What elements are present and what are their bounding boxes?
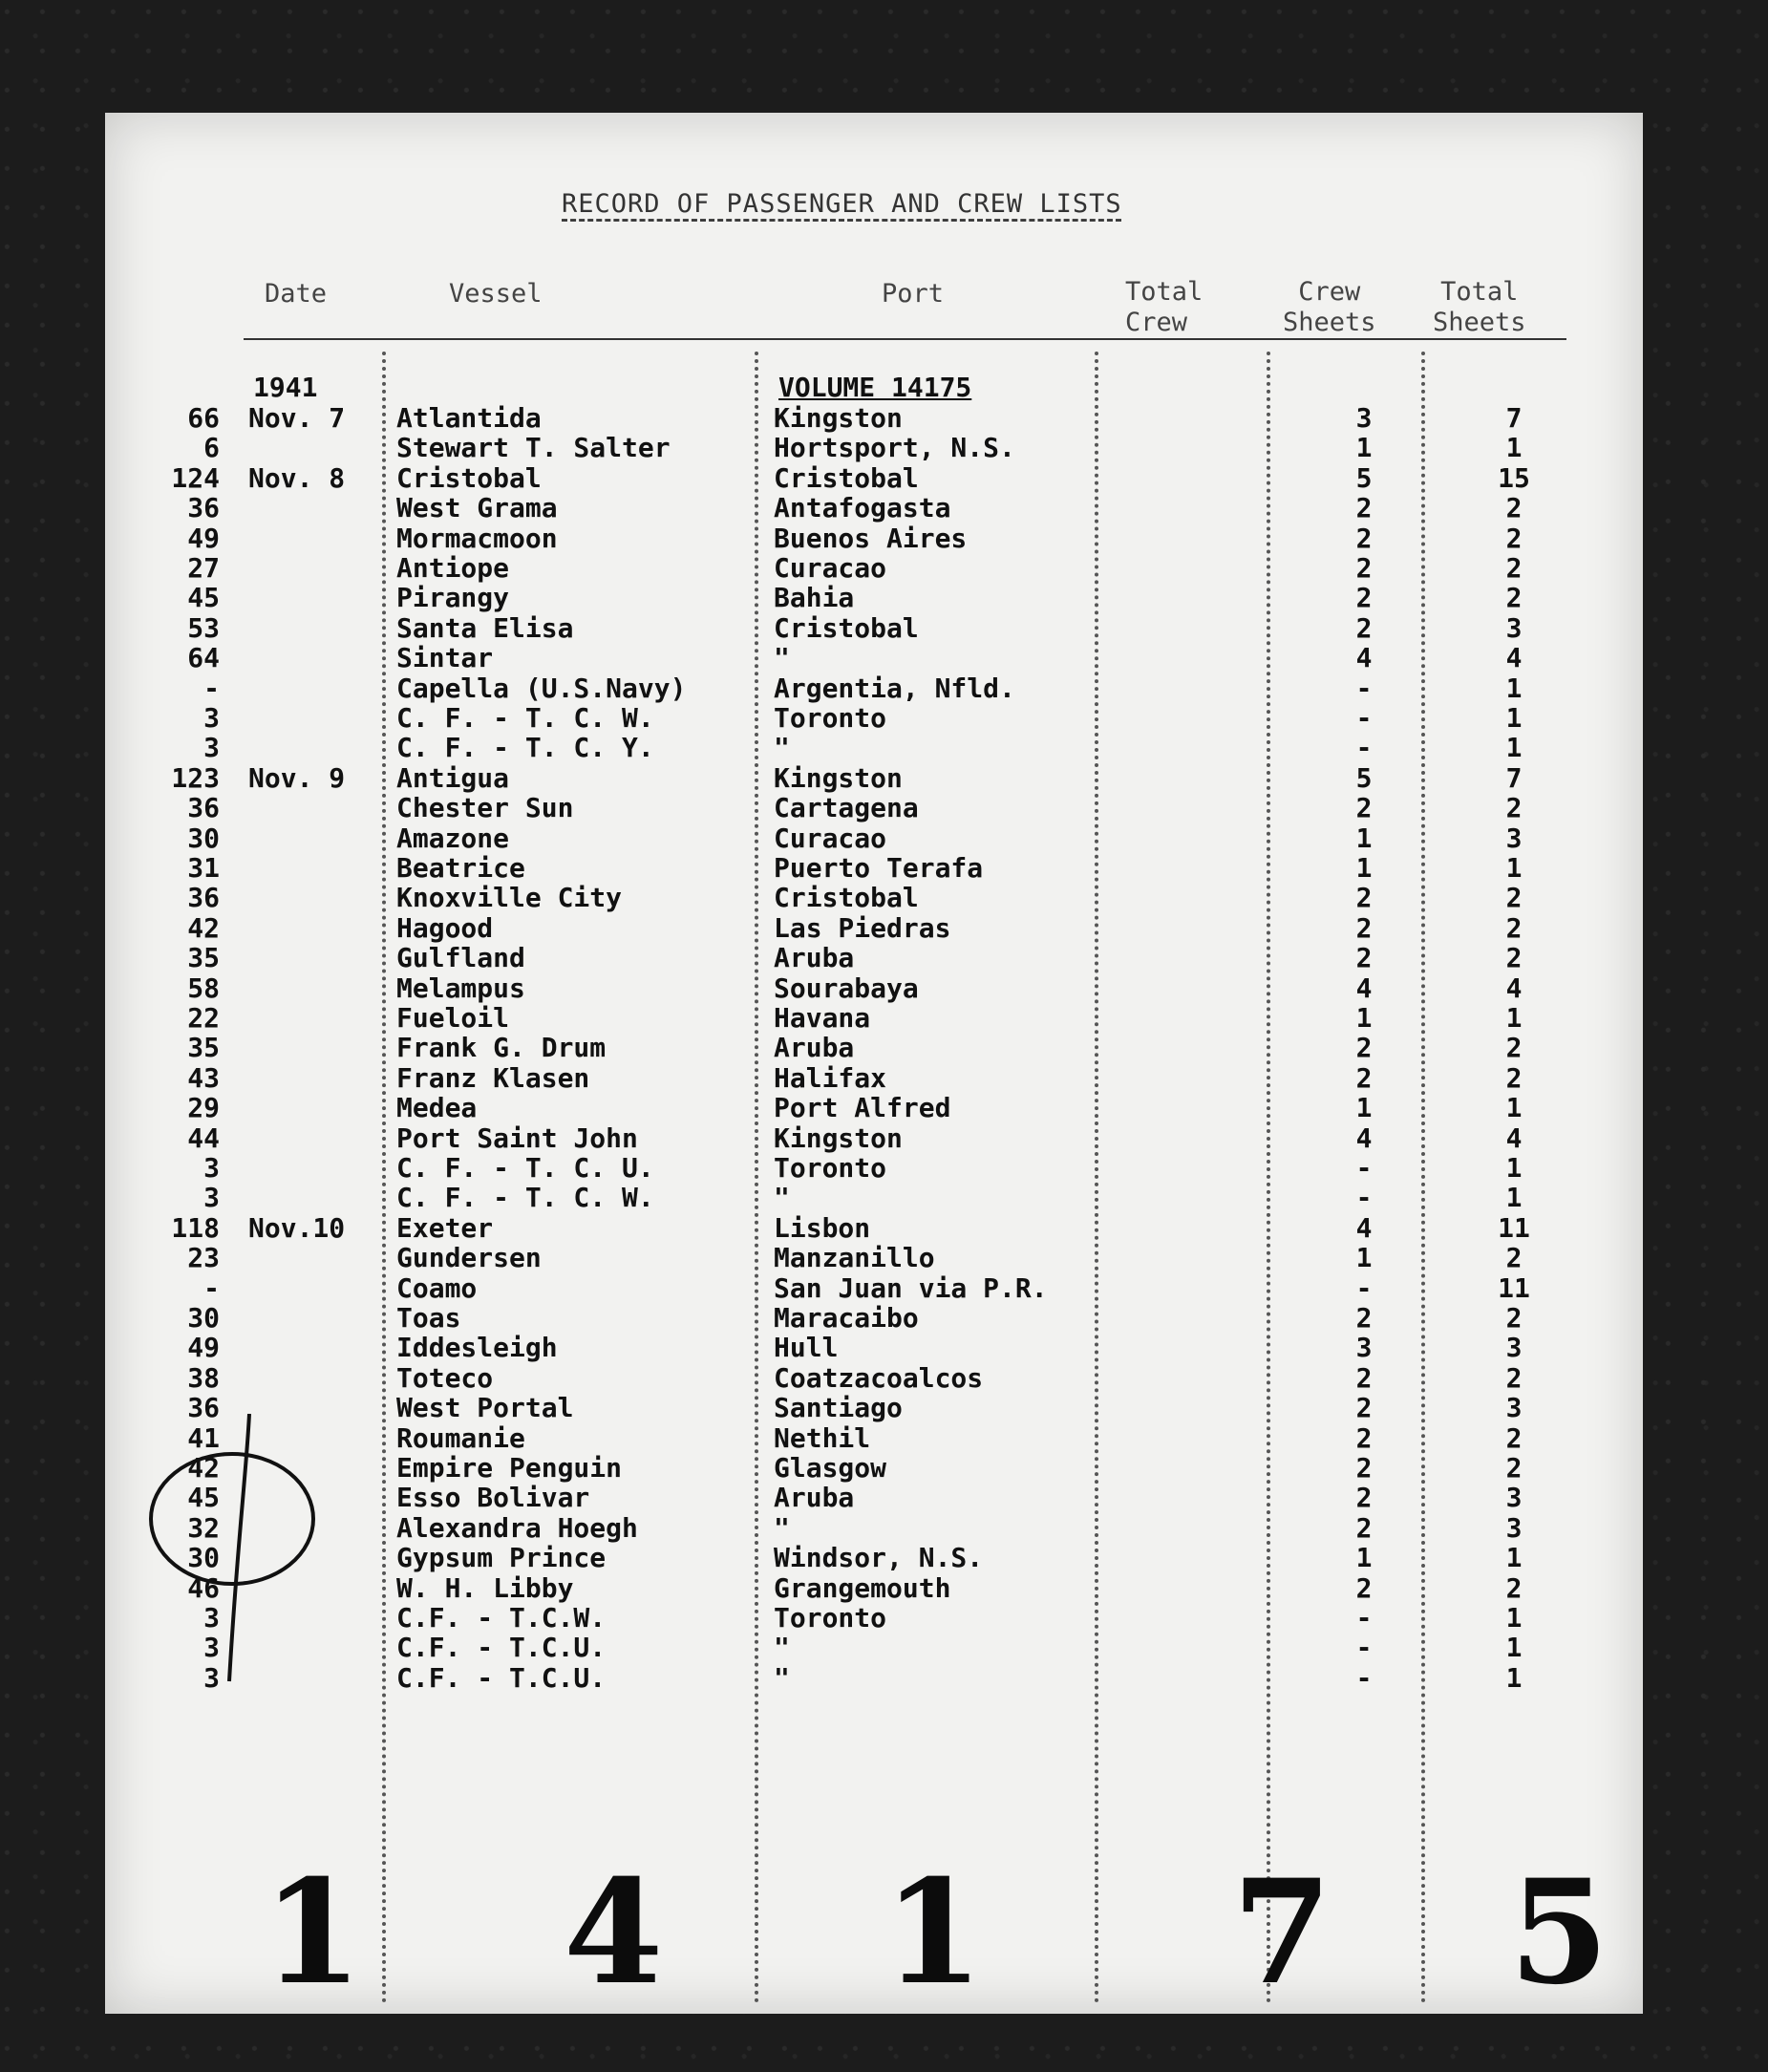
table-row xyxy=(105,762,1643,793)
row-vessel: Coamo xyxy=(396,1271,478,1304)
row-vessel: Antigua xyxy=(396,761,510,794)
row-vessel: Toteco xyxy=(396,1361,494,1394)
row-crew-sheets: 3 xyxy=(1355,1332,1373,1364)
row-total-sheets: 7 xyxy=(1505,402,1523,434)
row-total-crew: 3 xyxy=(203,732,220,764)
row-crew-sheets: - xyxy=(1355,1182,1373,1214)
row-total-sheets: 1 xyxy=(1505,702,1523,734)
header-crew-sheets-line2: Sheets xyxy=(1283,308,1376,337)
row-total-crew: 46 xyxy=(187,1571,220,1604)
row-vessel: Medea xyxy=(396,1092,478,1124)
row-total-crew: 35 xyxy=(187,1032,220,1064)
row-port: Cristobal xyxy=(774,461,919,494)
table-row xyxy=(105,1452,1643,1483)
row-port: Cristobal xyxy=(774,882,919,914)
row-total-sheets: 4 xyxy=(1505,642,1523,674)
row-vessel: Iddesleigh xyxy=(396,1332,558,1364)
header-total-crew-line1: Total xyxy=(1125,277,1204,307)
table-row xyxy=(105,1572,1643,1603)
row-vessel: Empire Penguin xyxy=(396,1452,623,1484)
row-crew-sheets: 2 xyxy=(1355,911,1373,944)
header-total-crew xyxy=(1125,277,1203,338)
row-vessel: C. F. - T. C. U. xyxy=(396,1152,654,1184)
row-port: Curacao xyxy=(774,552,887,584)
row-vessel: Gulfland xyxy=(396,942,525,974)
row-total-sheets: 1 xyxy=(1505,432,1523,464)
row-port: Kingston xyxy=(774,402,903,434)
row-total-sheets: 2 xyxy=(1505,942,1523,974)
table-row xyxy=(105,642,1643,673)
table-row xyxy=(105,732,1643,762)
row-total-sheets: 4 xyxy=(1505,1121,1523,1154)
row-crew-sheets: 2 xyxy=(1355,1571,1373,1604)
row-total-sheets: 2 xyxy=(1505,1032,1523,1064)
row-port: Glasgow xyxy=(774,1452,887,1484)
row-vessel: C.F. - T.C.U. xyxy=(396,1632,607,1664)
row-total-sheets: 2 xyxy=(1505,1571,1523,1604)
stamp-digit: 5 xyxy=(1509,1848,1609,2017)
row-vessel: West Portal xyxy=(396,1392,574,1424)
row-total-crew: 38 xyxy=(187,1361,220,1394)
row-vessel: Stewart T. Salter xyxy=(396,432,671,464)
row-total-sheets: 1 xyxy=(1505,1602,1523,1634)
row-port: Toronto xyxy=(774,702,887,734)
row-vessel: Esso Bolivar xyxy=(396,1482,590,1514)
table-row xyxy=(105,1542,1643,1572)
row-crew-sheets: 2 xyxy=(1355,1392,1373,1424)
table-row xyxy=(105,432,1643,462)
row-total-sheets: 3 xyxy=(1505,1482,1523,1514)
row-port: Hortsport, N.S. xyxy=(774,432,1015,464)
row-total-crew: 66 xyxy=(187,402,220,434)
table-row xyxy=(105,1302,1643,1333)
row-port: Cartagena xyxy=(774,792,919,824)
row-crew-sheets: 2 xyxy=(1355,792,1373,824)
table-row xyxy=(105,1002,1643,1033)
row-crew-sheets: 2 xyxy=(1355,882,1373,914)
row-vessel: C.F. - T.C.U. xyxy=(396,1661,607,1694)
table-row xyxy=(105,1332,1643,1362)
row-total-crew: - xyxy=(203,672,220,704)
row-vessel: Melampus xyxy=(396,972,525,1004)
row-total-crew: 45 xyxy=(187,582,220,614)
row-total-sheets: 1 xyxy=(1505,852,1523,884)
table-row xyxy=(105,1152,1643,1183)
row-crew-sheets: 2 xyxy=(1355,942,1373,974)
row-total-sheets: 2 xyxy=(1505,1421,1523,1454)
row-crew-sheets: 1 xyxy=(1355,1242,1373,1274)
row-total-crew: 6 xyxy=(203,432,220,464)
row-total-crew: 35 xyxy=(187,942,220,974)
row-total-sheets: 2 xyxy=(1505,582,1523,614)
table-row xyxy=(105,523,1643,553)
row-crew-sheets: 2 xyxy=(1355,1061,1373,1094)
row-date: Nov.10 xyxy=(248,1211,346,1244)
stamp-digit: 1 xyxy=(884,1848,984,2017)
row-total-crew: 36 xyxy=(187,492,220,524)
row-crew-sheets: - xyxy=(1355,672,1373,704)
table-row xyxy=(105,492,1643,523)
row-crew-sheets: 4 xyxy=(1355,972,1373,1004)
row-vessel: C. F. - T. C. W. xyxy=(396,702,654,734)
table-row xyxy=(105,822,1643,853)
row-vessel: Hagood xyxy=(396,911,494,944)
row-port: Toronto xyxy=(774,1602,887,1634)
row-total-crew: 3 xyxy=(203,1632,220,1664)
row-vessel: Gypsum Prince xyxy=(396,1542,607,1574)
row-total-sheets: 2 xyxy=(1505,1061,1523,1094)
row-port: " xyxy=(774,1511,790,1544)
row-port: " xyxy=(774,1182,790,1214)
row-total-sheets: 1 xyxy=(1505,1002,1523,1034)
row-total-sheets: 3 xyxy=(1505,1332,1523,1364)
row-total-sheets: 1 xyxy=(1505,1182,1523,1214)
table-row xyxy=(105,912,1643,943)
row-vessel: Exeter xyxy=(396,1211,494,1244)
row-crew-sheets: - xyxy=(1355,1632,1373,1664)
row-vessel: Chester Sun xyxy=(396,792,574,824)
row-date: Nov. 8 xyxy=(248,461,346,494)
row-total-crew: 36 xyxy=(187,792,220,824)
row-total-crew: 49 xyxy=(187,1332,220,1364)
stamp-digit: 1 xyxy=(263,1848,363,2017)
stamp-digit: 4 xyxy=(564,1848,664,2017)
table-row xyxy=(105,1182,1643,1212)
row-total-sheets: 15 xyxy=(1498,461,1530,494)
row-port: Argentia, Nfld. xyxy=(774,672,1015,704)
row-total-crew: 36 xyxy=(187,882,220,914)
row-vessel: Toas xyxy=(396,1302,461,1334)
row-port: Coatzacoalcos xyxy=(774,1361,984,1394)
row-total-crew: 30 xyxy=(187,1302,220,1334)
table-row xyxy=(105,612,1643,643)
row-date: Nov. 9 xyxy=(248,761,346,794)
row-total-crew: 29 xyxy=(187,1092,220,1124)
row-crew-sheets: 5 xyxy=(1355,761,1373,794)
table-row xyxy=(105,1032,1643,1062)
row-vessel: West Grama xyxy=(396,492,558,524)
table-row xyxy=(105,402,1643,433)
row-total-sheets: 1 xyxy=(1505,732,1523,764)
row-port: Sourabaya xyxy=(774,972,919,1004)
row-port: Nethil xyxy=(774,1421,871,1454)
row-crew-sheets: 2 xyxy=(1355,611,1373,644)
table-row xyxy=(105,1482,1643,1512)
row-total-sheets: 2 xyxy=(1505,911,1523,944)
row-total-sheets: 3 xyxy=(1505,1511,1523,1544)
row-total-sheets: 11 xyxy=(1498,1211,1530,1244)
row-crew-sheets: 2 xyxy=(1355,1511,1373,1544)
row-vessel: Knoxville City xyxy=(396,882,623,914)
row-vessel: Pirangy xyxy=(396,582,510,614)
row-total-crew: 118 xyxy=(171,1211,220,1244)
row-crew-sheets: - xyxy=(1355,1602,1373,1634)
row-port: " xyxy=(774,1661,790,1694)
table-row xyxy=(105,1632,1643,1662)
row-crew-sheets: 4 xyxy=(1355,1121,1373,1154)
row-total-crew: 123 xyxy=(171,761,220,794)
document-page xyxy=(105,113,1643,2017)
row-port: Aruba xyxy=(774,1482,855,1514)
header-date: Date xyxy=(265,279,328,309)
row-port: Curacao xyxy=(774,822,887,854)
table-row xyxy=(105,1122,1643,1153)
table-row xyxy=(105,942,1643,972)
row-vessel: Port Saint John xyxy=(396,1121,638,1154)
table-row xyxy=(105,552,1643,583)
row-total-sheets: 1 xyxy=(1505,1542,1523,1574)
row-port: Toronto xyxy=(774,1152,887,1184)
row-port: " xyxy=(774,642,790,674)
row-crew-sheets: 2 xyxy=(1355,492,1373,524)
row-total-sheets: 11 xyxy=(1498,1271,1530,1304)
row-total-crew: 58 xyxy=(187,972,220,1004)
table-row xyxy=(105,1392,1643,1422)
row-crew-sheets: 2 xyxy=(1355,1452,1373,1484)
row-port: Aruba xyxy=(774,942,855,974)
row-crew-sheets: 4 xyxy=(1355,642,1373,674)
row-date: Nov. 7 xyxy=(248,402,346,434)
row-total-sheets: 1 xyxy=(1505,672,1523,704)
row-vessel: Roumanie xyxy=(396,1421,525,1454)
row-crew-sheets: - xyxy=(1355,702,1373,734)
row-crew-sheets: 1 xyxy=(1355,852,1373,884)
row-port: Windsor, N.S. xyxy=(774,1542,984,1574)
row-crew-sheets: 1 xyxy=(1355,1542,1373,1574)
row-vessel: C. F. - T. C. W. xyxy=(396,1182,654,1214)
row-crew-sheets: 2 xyxy=(1355,1302,1373,1334)
row-total-crew: 45 xyxy=(187,1482,220,1514)
table-row xyxy=(105,582,1643,612)
row-vessel: Beatrice xyxy=(396,852,525,884)
row-port: Kingston xyxy=(774,1121,903,1154)
row-total-sheets: 2 xyxy=(1505,1302,1523,1334)
row-vessel: Fueloil xyxy=(396,1002,510,1034)
row-port: Kingston xyxy=(774,761,903,794)
row-vessel: C.F. - T.C.W. xyxy=(396,1602,607,1634)
row-port: Santiago xyxy=(774,1392,903,1424)
row-port: Halifax xyxy=(774,1061,887,1094)
row-port: Puerto Terafa xyxy=(774,852,984,884)
row-total-crew: 3 xyxy=(203,1602,220,1634)
table-row xyxy=(105,1602,1643,1633)
row-port: Hull xyxy=(774,1332,839,1364)
table-row xyxy=(105,1272,1643,1303)
row-crew-sheets: 2 xyxy=(1355,582,1373,614)
row-total-crew: 31 xyxy=(187,852,220,884)
row-total-sheets: 2 xyxy=(1505,792,1523,824)
row-vessel: Gundersen xyxy=(396,1242,542,1274)
row-total-crew: 44 xyxy=(187,1121,220,1154)
row-crew-sheets: 2 xyxy=(1355,1482,1373,1514)
row-crew-sheets: 1 xyxy=(1355,1002,1373,1034)
row-total-crew: 3 xyxy=(203,1661,220,1694)
row-total-crew: 30 xyxy=(187,822,220,854)
row-crew-sheets: - xyxy=(1355,1152,1373,1184)
header-crew-sheets-line1: Crew xyxy=(1298,277,1361,307)
row-crew-sheets: 2 xyxy=(1355,522,1373,554)
row-total-crew: - xyxy=(203,1271,220,1304)
header-total-sheets xyxy=(1433,277,1526,338)
row-crew-sheets: 2 xyxy=(1355,1361,1373,1394)
row-port: Lisbon xyxy=(774,1211,871,1244)
row-port: Cristobal xyxy=(774,611,919,644)
table-row xyxy=(105,462,1643,493)
row-total-sheets: 1 xyxy=(1505,1092,1523,1124)
row-total-sheets: 1 xyxy=(1505,1152,1523,1184)
row-vessel: Antiope xyxy=(396,552,510,584)
row-total-crew: 64 xyxy=(187,642,220,674)
row-total-crew: 32 xyxy=(187,1511,220,1544)
header-total-sheets-line2: Sheets xyxy=(1433,308,1526,337)
row-port: Las Piedras xyxy=(774,911,951,944)
year-label: 1941 xyxy=(253,372,318,403)
table-row xyxy=(105,1242,1643,1272)
row-total-crew: 23 xyxy=(187,1242,220,1274)
row-total-crew: 30 xyxy=(187,1542,220,1574)
table-row xyxy=(105,673,1643,703)
row-vessel: C. F. - T. C. Y. xyxy=(396,732,654,764)
row-total-sheets: 2 xyxy=(1505,1242,1523,1274)
row-vessel: Santa Elisa xyxy=(396,611,574,644)
row-port: Havana xyxy=(774,1002,871,1034)
row-vessel: Amazone xyxy=(396,822,510,854)
row-port: Manzanillo xyxy=(774,1242,935,1274)
header-total-crew-line2: Crew xyxy=(1125,308,1188,337)
row-total-sheets: 2 xyxy=(1505,1452,1523,1484)
row-vessel: Franz Klasen xyxy=(396,1061,590,1094)
row-vessel: W. H. Libby xyxy=(396,1571,574,1604)
header-vessel: Vessel xyxy=(449,279,543,309)
row-vessel: Cristobal xyxy=(396,461,542,494)
row-port: Aruba xyxy=(774,1032,855,1064)
row-crew-sheets: 2 xyxy=(1355,1032,1373,1064)
table-row xyxy=(105,1422,1643,1453)
header-total-sheets-line1: Total xyxy=(1440,277,1519,307)
table-row xyxy=(105,882,1643,912)
row-total-crew: 124 xyxy=(171,461,220,494)
row-total-sheets: 2 xyxy=(1505,522,1523,554)
row-vessel: Alexandra Hoegh xyxy=(396,1511,638,1544)
row-crew-sheets: - xyxy=(1355,1271,1373,1304)
circled-slash-mark xyxy=(141,1414,332,1691)
table-row xyxy=(105,792,1643,822)
stamp-digit: 7 xyxy=(1232,1848,1332,2017)
row-port: Bahia xyxy=(774,582,855,614)
row-total-crew: 22 xyxy=(187,1002,220,1034)
row-crew-sheets: 2 xyxy=(1355,1421,1373,1454)
volume-label: VOLUME 14175 xyxy=(778,372,972,403)
row-crew-sheets: 1 xyxy=(1355,1092,1373,1124)
row-total-sheets: 1 xyxy=(1505,1661,1523,1694)
table-row xyxy=(105,1062,1643,1093)
row-crew-sheets: - xyxy=(1355,732,1373,764)
row-total-crew: 49 xyxy=(187,522,220,554)
header-port: Port xyxy=(882,279,945,309)
row-port: Antafogasta xyxy=(774,492,951,524)
row-total-crew: 43 xyxy=(187,1061,220,1094)
row-total-crew: 3 xyxy=(203,1182,220,1214)
row-crew-sheets: 4 xyxy=(1355,1211,1373,1244)
row-crew-sheets: - xyxy=(1355,1661,1373,1694)
row-total-sheets: 2 xyxy=(1505,882,1523,914)
row-vessel: Atlantida xyxy=(396,402,542,434)
row-port: Buenos Aires xyxy=(774,522,968,554)
row-port: " xyxy=(774,732,790,764)
row-total-sheets: 2 xyxy=(1505,552,1523,584)
row-port: Maracaibo xyxy=(774,1302,919,1334)
row-total-crew: 42 xyxy=(187,1452,220,1484)
row-crew-sheets: 5 xyxy=(1355,461,1373,494)
row-total-crew: 42 xyxy=(187,911,220,944)
row-port: Grangemouth xyxy=(774,1571,951,1604)
row-vessel: Frank G. Drum xyxy=(396,1032,607,1064)
row-total-sheets: 2 xyxy=(1505,492,1523,524)
row-total-crew: 53 xyxy=(187,611,220,644)
row-crew-sheets: 3 xyxy=(1355,402,1373,434)
table-row xyxy=(105,1212,1643,1243)
row-total-sheets: 4 xyxy=(1505,972,1523,1004)
table-row xyxy=(105,1512,1643,1543)
table-row xyxy=(105,852,1643,883)
row-crew-sheets: 2 xyxy=(1355,552,1373,584)
table-row xyxy=(105,1362,1643,1393)
row-vessel: Capella (U.S.Navy) xyxy=(396,672,687,704)
row-vessel: Sintar xyxy=(396,642,494,674)
row-total-crew: 3 xyxy=(203,1152,220,1184)
row-total-sheets: 3 xyxy=(1505,1392,1523,1424)
row-port: San Juan via P.R. xyxy=(774,1271,1048,1304)
row-total-crew: 27 xyxy=(187,552,220,584)
document-title: RECORD OF PASSENGER AND CREW LISTS xyxy=(562,189,1122,219)
row-total-sheets: 3 xyxy=(1505,822,1523,854)
row-port: Port Alfred xyxy=(774,1092,951,1124)
row-total-crew: 3 xyxy=(203,702,220,734)
table-row xyxy=(105,972,1643,1003)
row-total-sheets: 3 xyxy=(1505,611,1523,644)
table-row xyxy=(105,1092,1643,1122)
row-total-crew: 36 xyxy=(187,1392,220,1424)
row-crew-sheets: 1 xyxy=(1355,822,1373,854)
header-rule xyxy=(244,338,1566,340)
row-total-sheets: 7 xyxy=(1505,761,1523,794)
row-total-crew: 41 xyxy=(187,1421,220,1454)
table-row xyxy=(105,702,1643,733)
row-total-sheets: 1 xyxy=(1505,1632,1523,1664)
row-crew-sheets: 1 xyxy=(1355,432,1373,464)
header-crew-sheets xyxy=(1283,277,1376,338)
row-vessel: Mormacmoon xyxy=(396,522,558,554)
row-port: " xyxy=(774,1632,790,1664)
table-row xyxy=(105,1662,1643,1693)
row-total-sheets: 2 xyxy=(1505,1361,1523,1394)
